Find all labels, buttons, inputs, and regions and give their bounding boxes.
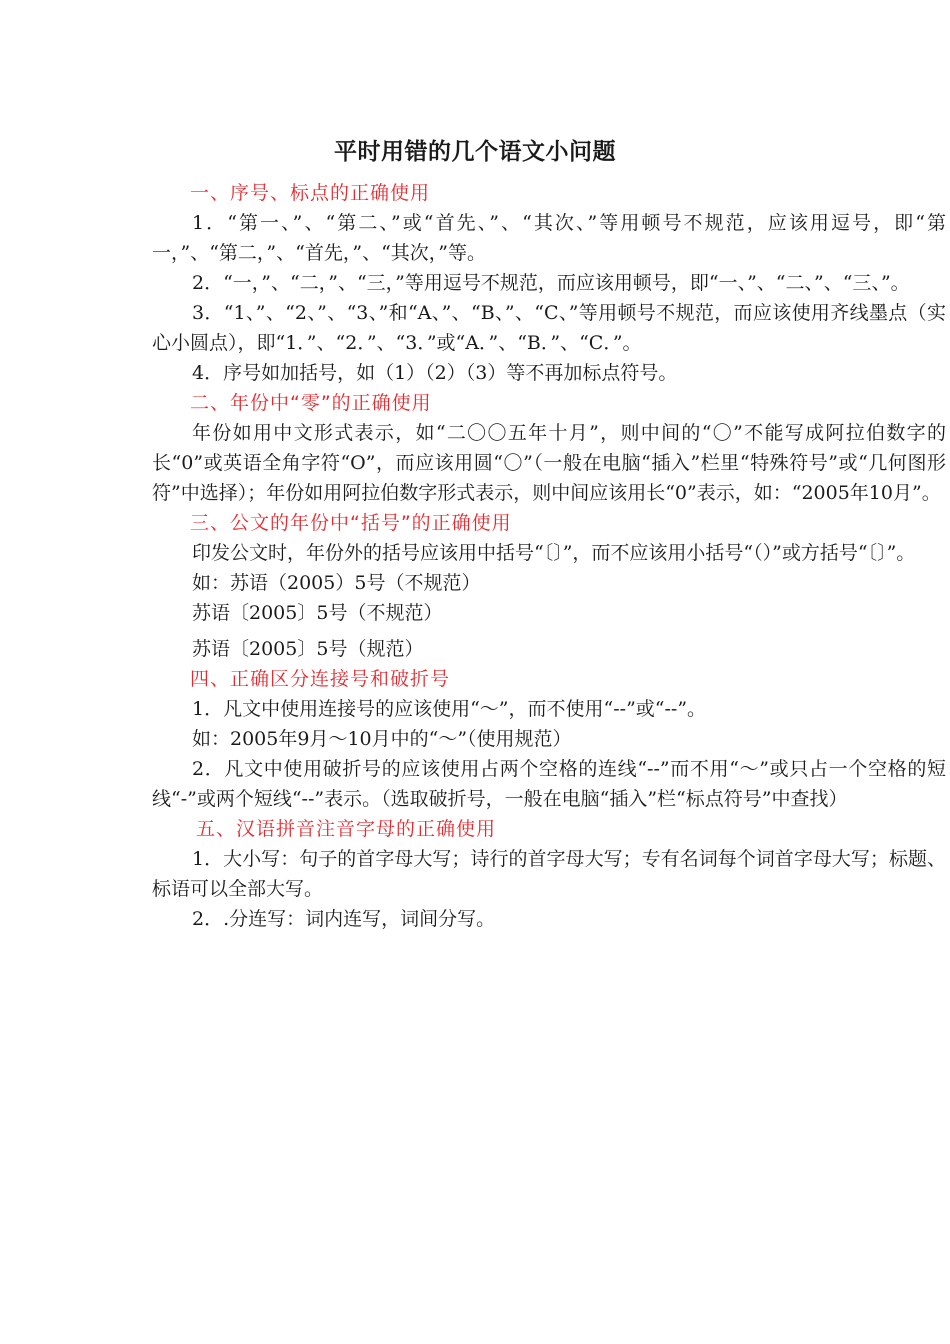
section-heading-zero: 二、年份中“零”的正确使用	[190, 392, 432, 414]
document-body	[152, 178, 946, 934]
section-heading-pinyin: 五、汉语拼音注音字母的正确使用	[196, 818, 497, 840]
paragraph: 2．.分连写：词内连写，词间分写。	[192, 908, 496, 930]
paragraph: 3．“1、”、“2、”、“3、”和“A、”、“B、”、“C、”等用顿号不规范，而应该使用齐线墨点（实心小圆点），即“1．”、“2．”、“3．”或“A．”、“B．”、“C．”。	[152, 302, 946, 354]
paragraph: 年份如用中文形式表示，如“二〇〇五年十月”，则中间的“〇”不能写成阿拉伯数字的长“0”或英语全角字符“O”，而应该用圆“〇”（一般在电脑“插入”栏里“特殊符号”或“几何图形符”中选择）；年份如用阿拉伯数字形式表示，则中间应该用长“0”表示，如：“2005年10月”。	[152, 422, 946, 504]
paragraph: 4．序号如加括号，如（1）（2）（3）等不再加标点符号。	[192, 362, 678, 384]
example-line: 苏语〔2005〕5号（规范）	[192, 638, 424, 660]
section-heading-punctuation: 一、序号、标点的正确使用	[190, 182, 431, 204]
paragraph: 1．“第一、”、“第二、”或“首先、”、“其次、”等用顿号不规范，应该用逗号，即“第一，”、“第二，”、“首先，”、“其次，”等。	[152, 212, 946, 264]
paragraph: 印发公文时，年份外的括号应该用中括号“〔〕”，而不应该用小括号“（）”或方括号“〔〕”。	[192, 542, 916, 564]
paragraph: 1．大小写：句子的首字母大写；诗行的首字母大写；专有名词每个词首字母大写；标题、标语可以全部大写。	[152, 848, 946, 900]
example-line: 苏语〔2005〕5号（不规范）	[192, 602, 443, 624]
example-line: 如：苏语（2005）5号（不规范）	[192, 572, 481, 594]
page-title: 平时用错的几个语文小问题	[334, 139, 616, 165]
example-line: 如：2005年9月～10月中的“～”（使用规范）	[192, 728, 572, 750]
section-heading-dashes: 四、正确区分连接号和破折号	[190, 668, 451, 690]
paragraph: 2．凡文中使用破折号的应该使用占两个空格的连线“--”而不用“～”或只占一个空格的短线“-”或两个短线“--”表示。（选取破折号，一般在电脑“插入”栏“标点符号”中查找）	[152, 758, 946, 810]
section-heading-brackets: 三、公文的年份中“括号”的正确使用	[190, 512, 512, 534]
paragraph: 1．凡文中使用连接号的应该使用“～”，而不使用“--”或“--”。	[192, 698, 707, 720]
paragraph: 2．“一，”、“二，”、“三，”等用逗号不规范，而应该用顿号，即“一、”、“二、”、“三、”。	[192, 272, 910, 294]
